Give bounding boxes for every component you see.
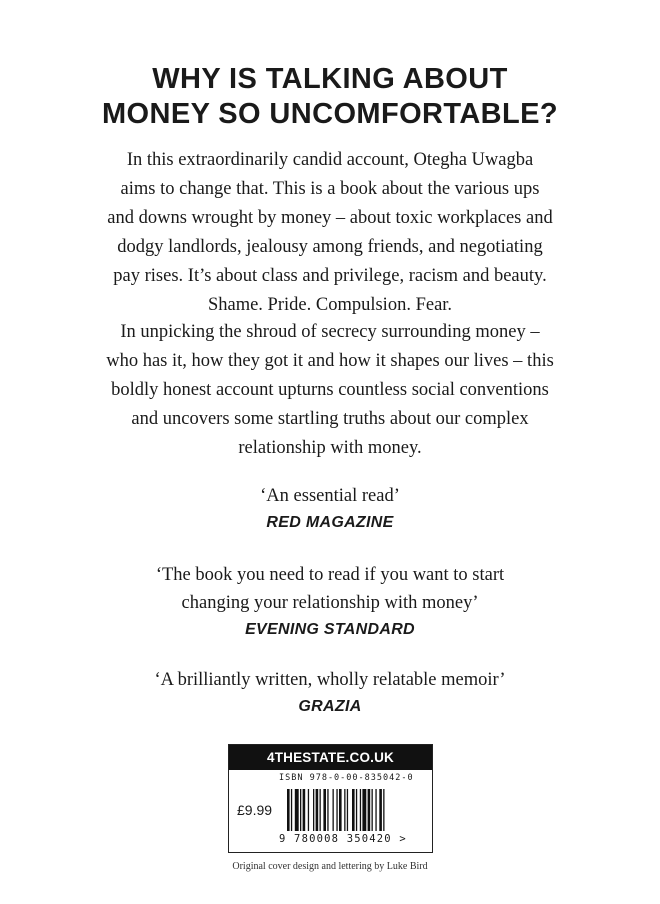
quote-text: ‘An essential read’ [260, 486, 400, 506]
barcode-stripe [339, 789, 342, 831]
barcode-stripe [344, 789, 345, 831]
barcode-stripe [323, 789, 326, 831]
isbn-label: ISBN 978-0-00-835042-0 [279, 773, 414, 783]
quote-text: ‘A brilliantly written, wholly relatable memoir’ [154, 670, 506, 690]
barcode-stripe [300, 789, 301, 831]
blurb-line: aims to change that. This is a book about the various ups [120, 179, 540, 199]
barcode-stripe [287, 789, 290, 831]
blurb-line: In unpicking the shroud of secrecy surrounding money – [120, 322, 540, 342]
quote-text: ‘The book you need to read if you want to start [155, 565, 505, 585]
blurb-line: Shame. Pride. Compulsion. Fear. [207, 295, 453, 315]
back-cover-heading [0, 62, 660, 132]
barcode-stripe [362, 789, 366, 831]
blurb-line: pay rises. It’s about class and privilege, racism and beauty. [113, 266, 547, 286]
blurb-paragraph-2 [60, 318, 600, 463]
barcode-stripe [352, 789, 355, 831]
barcode-stripe [375, 789, 376, 831]
blurb-line: who has it, how they got it and how it shapes our lives – this [106, 351, 554, 371]
barcode-stripe [303, 789, 306, 831]
barcode-stripe [379, 789, 382, 831]
barcode-stripe [356, 789, 357, 831]
quote-source: GRAZIA [298, 698, 362, 715]
blurb-line: In this extraordinarily candid account, Otegha Uwagba [126, 150, 534, 170]
heading-line-1: WHY IS TALKING ABOUT [152, 63, 508, 95]
quote-source: RED MAGAZINE [266, 514, 394, 531]
barcode-stripe [313, 789, 314, 831]
barcode-stripe [336, 789, 337, 831]
barcode-stripe [360, 789, 361, 831]
barcode-stripe [333, 789, 334, 831]
barcode-stripe [295, 789, 299, 831]
review-quote-evening-standard [40, 561, 620, 643]
review-quote-grazia [40, 666, 620, 720]
blurb-line: dodgy landlords, jealousy among friends, and negotiating [117, 237, 543, 257]
barcode-stripe [327, 789, 328, 831]
barcode-stripe [372, 789, 373, 831]
review-quote-red [40, 482, 620, 536]
barcode-stripe [291, 789, 292, 831]
price-label: £9.99 [237, 802, 273, 818]
blurb-line: relationship with money. [238, 438, 422, 458]
blurb-line: and uncovers some startling truths about our complex [131, 409, 529, 429]
publisher-url: 4THESTATE.CO.UK [229, 745, 432, 770]
barcode-stripe [368, 789, 371, 831]
quote-text: changing your relationship with money’ [181, 593, 479, 613]
blurb-line: and downs wrought by money – about toxic workplaces and [107, 208, 553, 228]
barcode-stripe [320, 789, 321, 831]
quote-source: EVENING STANDARD [245, 621, 415, 638]
blurb-paragraph-1 [60, 146, 600, 320]
blurb-line: boldly honest account upturns countless social conventions [111, 380, 549, 400]
barcode-stripe [347, 789, 348, 831]
barcode-panel [228, 744, 433, 853]
barcode-bars [287, 789, 417, 833]
barcode-stripe [308, 789, 309, 831]
heading-line-2: MONEY SO UNCOMFORTABLE? [101, 98, 558, 130]
barcode-stripe [383, 789, 384, 831]
barcode-stripe [316, 789, 319, 831]
barcode-digits: 9 780008 350420 > [279, 833, 407, 845]
cover-credit: Original cover design and lettering by Luke Bird [232, 861, 428, 872]
